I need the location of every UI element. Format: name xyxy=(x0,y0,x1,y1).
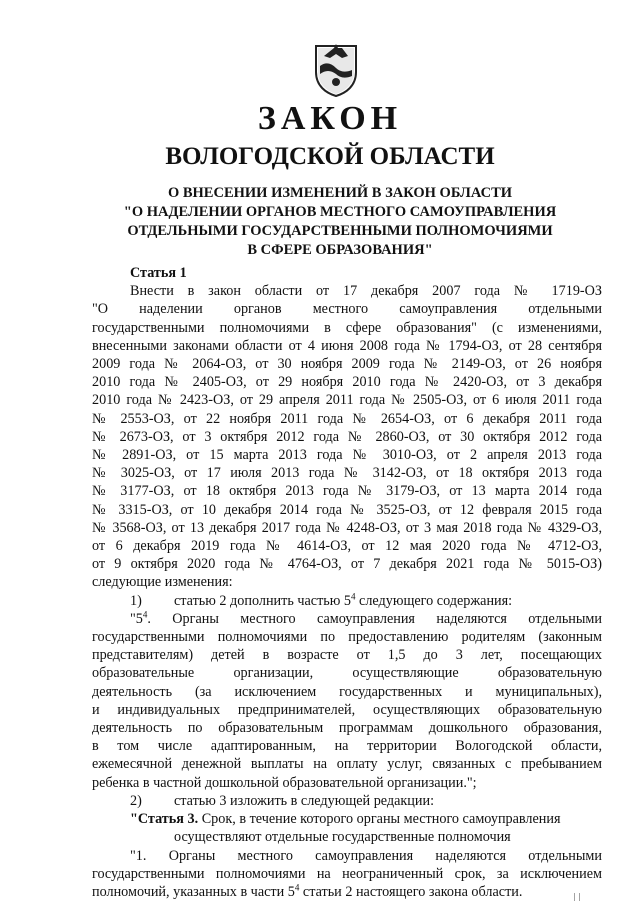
text-line: № 2553-ОЗ, от 22 ноября 2011 года № 2654-ОЗ, от 6 декабря 2011 года xyxy=(92,410,602,427)
quote-line: "1. Органы местного самоуправления наделяются отдельными xyxy=(130,847,602,864)
text-line: № 3315-ОЗ, от 10 декабря 2014 года № 3525-ОЗ, от 12 февраля 2015 года xyxy=(92,501,602,518)
text-line: 2010 года № 2423-ОЗ, от 29 апреля 2011 года № 2505-ОЗ, от 6 июля 2011 года xyxy=(92,392,602,409)
quote-text: статьи 2 настоящего закона области. xyxy=(299,883,523,900)
article3-title: Срок, в течение которого органы местного самоуправления xyxy=(198,811,561,828)
item-text: статью 3 изложить в следующей редакции: xyxy=(174,792,435,809)
text-line: внесенными законами области от 4 июня 2008 года № 1794-ОЗ, от 28 сентября xyxy=(92,337,602,354)
item-text: статью 2 дополнить частью 5 xyxy=(174,592,351,609)
text-line: от 6 декабря 2019 года № 4614-ОЗ, от 12 мая 2020 года № 4712-ОЗ, xyxy=(92,538,602,555)
quote-text: полномочий, указанных в части 5 xyxy=(92,883,295,900)
quote-line xyxy=(92,610,602,628)
text-line: 2009 года № 2064-ОЗ, от 30 ноября 2009 года № 2149-ОЗ, от 26 ноября xyxy=(92,356,602,373)
quote-line xyxy=(92,883,602,901)
quote-text: "5 xyxy=(130,610,143,627)
coat-of-arms-icon xyxy=(312,42,360,98)
text-line: № 3025-ОЗ, от 17 июля 2013 года № 3142-ОЗ, от 18 октября 2013 года xyxy=(92,465,602,482)
item-number: 2) xyxy=(130,792,142,809)
list-item-2 xyxy=(92,792,602,810)
text-line: № 3177-ОЗ, от 18 октября 2013 года № 3179-ОЗ, от 13 марта 2014 года xyxy=(92,483,602,500)
text-line: от 9 октября 2020 года № 4764-ОЗ, от 7 декабря 2021 года № 5015-ОЗ) xyxy=(92,556,602,573)
text-line: следующие изменения: xyxy=(92,574,233,591)
quote-line: деятельность (за исключением государственных и муниципальных), xyxy=(92,683,602,700)
article3-heading xyxy=(92,810,602,828)
subtitle-line: О ВНЕСЕНИИ ИЗМЕНЕНИЙ В ЗАКОН ОБЛАСТИ xyxy=(167,185,513,201)
list-item-1 xyxy=(92,592,602,610)
document-body xyxy=(92,264,602,901)
article-heading: Статья 1 xyxy=(130,265,187,281)
quote-line: образовательные организации, осуществляющие образовательную xyxy=(92,665,602,682)
quote-line: государственными полномочиями на неограниченный срок, за исключением xyxy=(92,865,602,882)
text-line: № 2891-ОЗ, от 15 марта 2013 года № 3010-ОЗ, от 2 апреля 2013 года xyxy=(92,447,602,464)
article3-title-line2: осуществляют отдельные государственные полномочия xyxy=(174,829,511,846)
quote-text: . Органы местного самоуправления наделяются отдельными xyxy=(147,610,602,627)
item-number: 1) xyxy=(130,592,142,609)
quote-line: государственными полномочиями по предоставлению родителям (законным xyxy=(92,629,602,646)
quote-line: и индивидуальных предпринимателей, осуществляющих образовательную xyxy=(92,701,602,718)
text-line: 2010 года № 2405-ОЗ, от 29 ноября 2010 года № 2420-ОЗ, от 3 декабря xyxy=(92,374,602,391)
quote-line: ребенка в частной дошкольной образовательной организации."; xyxy=(92,774,477,791)
subtitle-line: В СФЕРЕ ОБРАЗОВАНИЯ" xyxy=(247,242,433,258)
quote-line: деятельность по образовательным программам дошкольного образования, xyxy=(92,720,602,737)
subtitle-line: "О НАДЕЛЕНИИ ОРГАНОВ МЕСТНОГО САМОУПРАВЛЕНИЯ xyxy=(123,204,557,220)
law-subtitle xyxy=(110,184,570,260)
text-line: № 2673-ОЗ, от 3 октября 2012 года № 2860-ОЗ, от 30 октября 2012 года xyxy=(92,428,602,445)
document-title: ЗАКОН xyxy=(257,100,403,137)
quote-line: представителям) детей в возрасте от 1,5 до 3 лет, посещающих xyxy=(92,647,602,664)
superscript: 4 xyxy=(351,590,356,601)
item-text: следующего содержания: xyxy=(355,592,513,609)
quote-line: в том числе адаптированным, на территории Вологодской области, xyxy=(92,738,602,755)
text-line: "О наделении органов местного самоуправления отдельными xyxy=(92,301,602,318)
article3-label: "Статья 3. xyxy=(130,811,199,828)
superscript: 4 xyxy=(294,882,300,893)
quote-line: ежемесячной денежной выплаты на оплату услуг, связанных с пребыванием xyxy=(92,756,602,773)
subtitle-line: ОТДЕЛЬНЫМИ ГОСУДАРСТВЕННЫМИ ПОЛНОМОЧИЯМИ xyxy=(127,223,553,239)
page-marks: | | xyxy=(573,892,581,901)
superscript: 4 xyxy=(142,609,148,620)
text-line: Внести в закон области от 17 декабря 2007 года № 1719-ОЗ xyxy=(130,283,602,300)
text-line: государственными полномочиями в сфере образования" (с изменениями, xyxy=(92,319,602,336)
text-line: № 3568-ОЗ, от 13 декабря 2017 года № 4248-ОЗ, от 3 мая 2018 года № 4329-ОЗ, xyxy=(92,519,602,536)
region-title: ВОЛОГОДСКОЙ ОБЛАСТИ xyxy=(165,143,495,170)
